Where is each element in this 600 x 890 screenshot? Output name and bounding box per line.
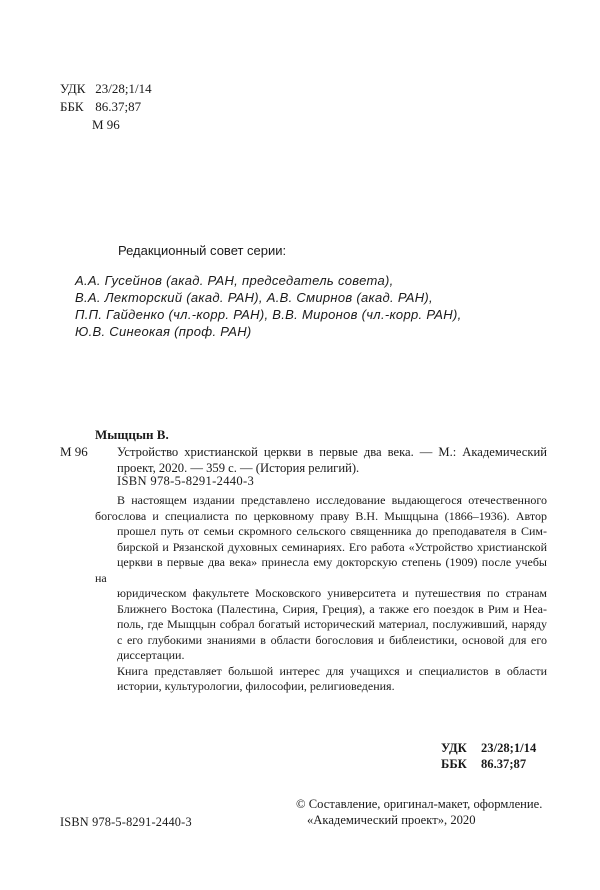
annotation-line: бирской и Рязанской духовных семинариях. Его работа «Устройство христианской [117, 539, 547, 554]
annotation-line: Ближнего Востока (Палестина, Сирия, Греция), а также его поездок в Рим и Неа- [117, 601, 547, 616]
annotation-line: церкви в первые два века» принесла ему докторскую степень (1909) после учебы на [95, 555, 547, 585]
editorial-board-line: В.А. Лекторский (акад. РАН), А.В. Смирнов (акад. РАН), [75, 290, 433, 305]
copyright-notice [296, 796, 542, 828]
bbk-label: ББК [60, 99, 84, 114]
copyright-line-1: © Составление, оригинал-макет, оформление. [296, 797, 543, 811]
top-classification-codes [60, 80, 152, 134]
bottom-bbk-label: ББК [441, 757, 467, 771]
annotation-line: Книга представляет большой интерес для учащихся и специалистов в области [117, 663, 547, 678]
editorial-board-line: Ю.В. Синеокая (проф. РАН) [75, 324, 252, 339]
annotation-line: богослова и специалиста по церковному праву В.Н. Мыщцына (1866–1936). Автор [95, 508, 547, 523]
record-isbn: ISBN 978-5-8291-2440-3 [117, 474, 255, 488]
bibliographic-description: Устройство христианской церкви в первые два века. — М.: Академический проект, 2020. — 359 с. — (История религий). [117, 445, 547, 475]
bottom-bbk-value: 86.37;87 [481, 757, 527, 771]
author-mark: М 96 [92, 117, 120, 132]
udk-label: УДК [60, 81, 86, 96]
annotation-line: истории, культурологии, философии, религиоведения. [117, 679, 395, 693]
bottom-isbn: ISBN 978-5-8291-2440-3 [60, 815, 192, 829]
annotation-line: диссертации. [117, 648, 185, 662]
annotation-paragraph-1 [95, 493, 547, 664]
bbk-value: 86.37;87 [95, 99, 142, 114]
bbk-row [60, 98, 152, 116]
bottom-udk-value: 23/28;1/14 [481, 741, 537, 755]
editorial-board-line: А.А. Гусейнов (акад. РАН, председатель совета), [75, 273, 394, 288]
editorial-board-title: Редакционный совет серии: [118, 243, 287, 258]
copyright-line-2: «Академический проект», 2020 [307, 813, 476, 827]
editorial-board-list [75, 272, 462, 340]
annotation-line: В настоящем издании представлено исследование выдающегося отечественного [117, 493, 547, 507]
editorial-board-line: П.П. Гайденко (чл.-корр. РАН), В.В. Миронов (чл.-корр. РАН), [75, 307, 462, 322]
annotation-paragraph-2 [95, 664, 547, 695]
bottom-udk-label: УДК [441, 741, 467, 755]
annotation-line: с его глубокими знаниями в области богословия и библеистики, основой для его [117, 632, 547, 647]
annotation-line: юридическом факультете Московского университета и путешествия по странам [117, 586, 547, 600]
margin-author-mark: М 96 [60, 444, 88, 459]
bottom-bbk-row [441, 756, 536, 772]
bottom-udk-row [441, 740, 536, 756]
annotation [95, 493, 547, 695]
annotation-line: прошел путь от семьи скромного сельского священника до преподавателя в Сим- [117, 524, 547, 538]
annotation-line: поль, где Мыщцын собрал богатый исторический материал, послуживший, наряду [117, 617, 547, 631]
bottom-classification-codes [441, 740, 536, 772]
udk-row [60, 80, 152, 98]
udk-value: 23/28;1/14 [95, 81, 152, 96]
author-heading: Мыщцын В. [95, 427, 169, 442]
